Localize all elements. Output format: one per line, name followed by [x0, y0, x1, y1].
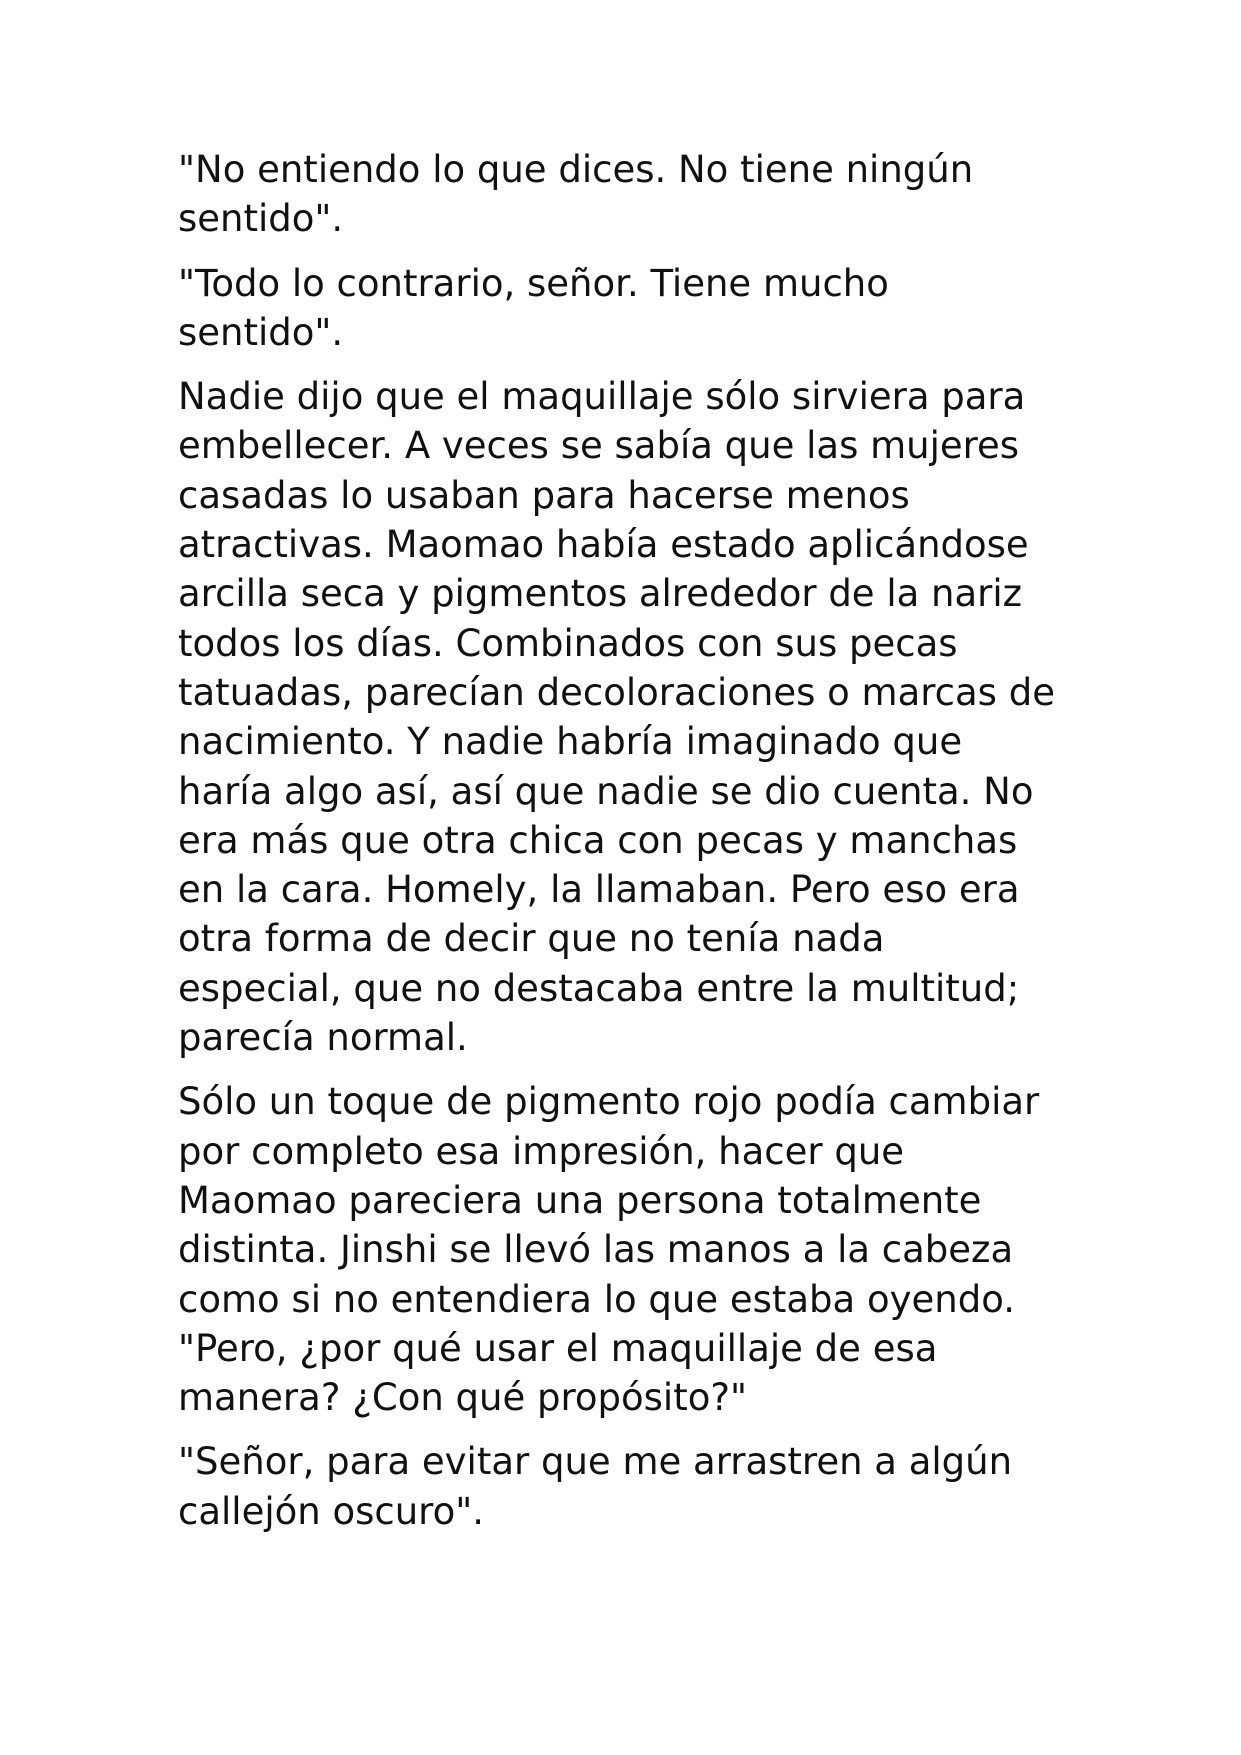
- paragraph-narration-1: Nadie dijo que el maquillaje sólo sirviera para embellecer. A veces se sabía que las mujeres casadas lo usaban para hacerse menos atractivas. Maomao había estado aplicándose arcilla seca y pigmentos alrededor de la nariz todos los días. Combinados con sus pecas tatuadas, parecían decoloraciones o marcas de nacimiento. Y nadie habría imaginado que haría algo así, así que nadie se dio cuenta. No era más que otra chica con pecas y manchas en la cara. Homely, la llamaban. Pero eso era otra forma de decir que no tenía nada especial, que no destacaba entre la multitud; parecía normal.: [178, 375, 1055, 1060]
- paragraph-dialogue-3: "Señor, para evitar que me arrastren a algún callejón oscuro".: [178, 1440, 1013, 1533]
- paragraph-narration-2: Sólo un toque de pigmento rojo podía cambiar por completo esa impresión, hacer que Maomao pareciera una persona totalmente distinta. Jinshi se llevó las manos a la cabeza como si no entendiera lo que estaba oyendo. "Pero, ¿por qué usar el maquillaje de esa manera? ¿Con qué propósito?": [178, 1080, 1040, 1420]
- document-page: [178, 145, 1098, 1551]
- paragraph-dialogue-2: "Todo lo contrario, señor. Tiene mucho sentido".: [178, 261, 889, 354]
- paragraph-dialogue-1: "No entiendo lo que dices. No tiene ningún sentido".: [178, 148, 974, 241]
